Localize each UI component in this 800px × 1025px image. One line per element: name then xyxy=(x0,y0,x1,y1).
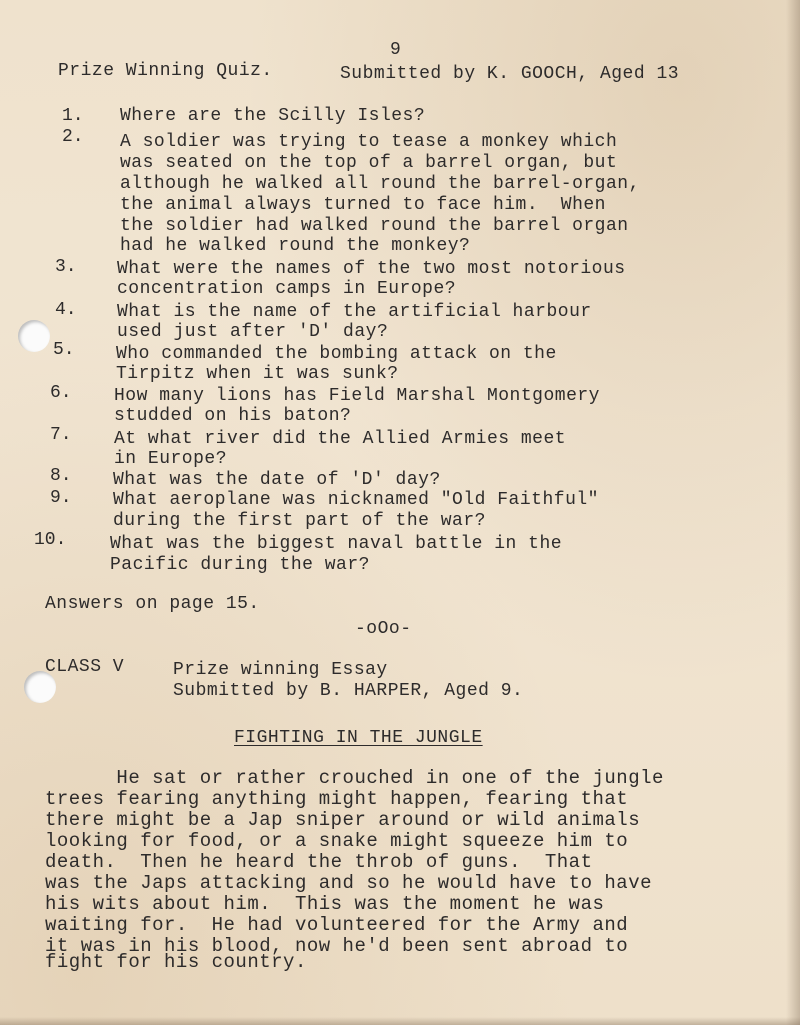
question-number: 6. xyxy=(50,383,72,403)
question-number: 2. xyxy=(62,127,84,147)
essay-text-line: trees fearing anything might happen, fearing that xyxy=(45,788,629,810)
question-number: 9. xyxy=(50,488,72,508)
essay-heading: FIGHTING IN THE JUNGLE xyxy=(234,728,483,748)
answers-note: Answers on page 15. xyxy=(45,594,260,614)
question-number: 4. xyxy=(55,300,77,320)
question-text-line: What were the names of the two most notorious xyxy=(117,259,626,279)
question-text-line: although he walked all round the barrel-organ, xyxy=(120,174,640,194)
quiz-submitter: Submitted by K. GOOCH, Aged 13 xyxy=(340,64,680,84)
question-text-line: Who commanded the bombing attack on the xyxy=(116,344,557,364)
question-number: 3. xyxy=(55,257,77,277)
essay-title: Prize winning Essay xyxy=(173,660,388,680)
question-text-line: What was the biggest naval battle in the xyxy=(110,534,563,554)
question-number: 1. xyxy=(62,106,84,126)
question-text-line: Pacific during the war? xyxy=(110,555,370,575)
section-separator: -oOo- xyxy=(355,619,412,639)
page-number: 9 xyxy=(390,40,402,60)
question-text-line: What was the date of 'D' day? xyxy=(113,470,441,490)
question-text-line: At what river did the Allied Armies meet xyxy=(114,429,567,449)
question-text-line: in Europe? xyxy=(114,449,228,469)
question-text-line: What aeroplane was nicknamed "Old Faithful" xyxy=(113,490,599,510)
essay-text-line: waiting for. He had volunteered for the Army and xyxy=(45,914,629,936)
question-text-line: Where are the Scilly Isles? xyxy=(120,106,426,126)
question-text-line: the soldier had walked round the barrel organ xyxy=(120,216,629,236)
punch-hole-top xyxy=(18,320,50,352)
question-text-line: the animal always turned to face him. When xyxy=(120,195,606,215)
question-text-line: How many lions has Field Marshal Montgomery xyxy=(114,386,600,406)
question-text-line: What is the name of the artificial harbour xyxy=(117,302,592,322)
question-number: 10. xyxy=(34,530,67,550)
essay-class-label: CLASS V xyxy=(45,657,125,677)
essay-submitter: Submitted by B. HARPER, Aged 9. xyxy=(173,681,524,701)
question-text-line: was seated on the top of a barrel organ, but xyxy=(120,153,618,173)
essay-text-line: there might be a Jap sniper around or wild animals xyxy=(45,809,641,831)
question-text-line: concentration camps in Europe? xyxy=(117,279,457,299)
question-text-line: Tirpitz when it was sunk? xyxy=(116,364,399,384)
page-edge-shadow xyxy=(786,0,800,1025)
quiz-title: Prize Winning Quiz. xyxy=(58,61,273,81)
page-bottom-edge xyxy=(0,1017,800,1025)
essay-text-line: death. Then he heard the throb of guns. That xyxy=(45,851,593,873)
question-text-line: A soldier was trying to tease a monkey which xyxy=(120,132,618,152)
question-number: 7. xyxy=(50,425,72,445)
essay-text-line: fight for his country. xyxy=(45,951,307,973)
question-text-line: had he walked round the monkey? xyxy=(120,236,471,256)
essay-text-line: was the Japs attacking and so he would have to have xyxy=(45,872,652,894)
question-text-line: studded on his baton? xyxy=(114,406,352,426)
question-number: 8. xyxy=(50,466,72,486)
question-text-line: during the first part of the war? xyxy=(113,511,486,531)
essay-text-line: it was in his blood, now he'd been sent abroad to xyxy=(45,935,629,957)
question-number: 5. xyxy=(53,340,75,360)
essay-text-line: looking for food, or a snake might squeeze him to xyxy=(45,830,629,852)
essay-text-line: He sat or rather crouched in one of the jungle xyxy=(45,767,664,789)
question-text-line: used just after 'D' day? xyxy=(117,322,389,342)
essay-text-line: his wits about him. This was the moment he was xyxy=(45,893,605,915)
